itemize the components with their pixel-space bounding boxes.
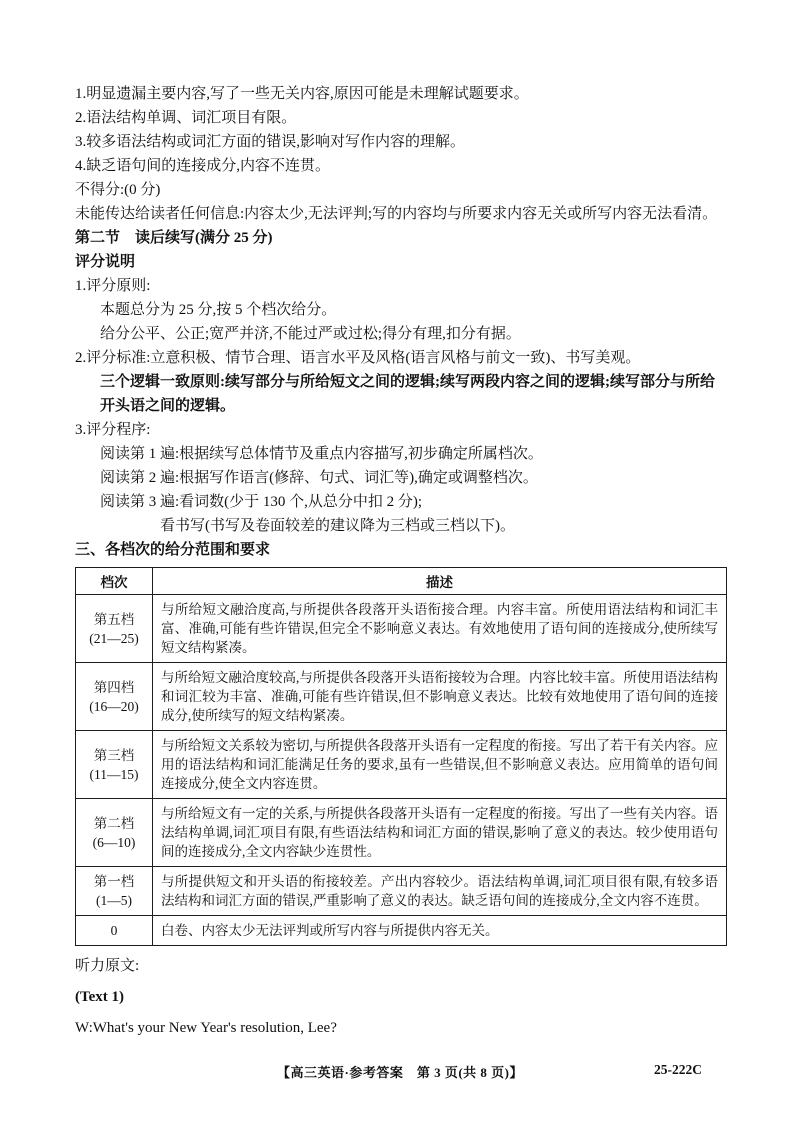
transcript-line: W:What's your New Year's resolution, Lee? — [75, 1020, 337, 1036]
table-row — [76, 916, 727, 946]
scoring-principle-title: 1.评分原则: — [75, 278, 151, 294]
level-name: 第三档 — [93, 747, 135, 763]
logic-consistency-principle: 三个逻辑一致原则:续写部分与所给短文之间的逻辑;续写两段内容之间的逻辑;续写部分与所给开头语之间的逻辑。 — [100, 374, 715, 414]
scoring-procedure-item: 阅读第 2 遍:根据写作语言(修辞、句式、词汇等),确定或调整档次。 — [100, 470, 538, 486]
level-cell — [76, 731, 153, 799]
table-row — [76, 663, 727, 731]
scoring-principle-item: 给分公平、公正;宽严并济,不能过严或过松;得分有理,扣分有据。 — [100, 326, 521, 342]
footer-title-page-number: 【高三英语·参考答案 第 3 页(共 8 页)】 — [277, 1065, 523, 1080]
column-header-description: 描述 — [153, 568, 727, 595]
description-cell: 白卷、内容太少无法评判或所写内容与所提供内容无关。 — [153, 916, 727, 946]
rubric-table-title: 三、各档次的给分范围和要求 — [75, 542, 271, 558]
no-score-label: 不得分:(0 分) — [75, 182, 161, 198]
description-cell: 与所给短文融洽度高,与所提供各段落开头语衔接合理。内容丰富。所使用语法结构和词汇丰富、准确,可能有些许错误,但完全不影响意义表达。有效地使用了语句间的连接成分,使所续写短文结构紧凑。 — [153, 595, 727, 663]
table-row — [76, 595, 727, 663]
scoring-procedure-title: 3.评分程序: — [75, 422, 151, 438]
footer-paper-code: 25-222C — [654, 1062, 702, 1077]
page-content — [75, 82, 727, 1040]
scoring-principle-item: 本题总分为 25 分,按 5 个档次给分。 — [100, 302, 337, 318]
listening-transcript-title: 听力原文: — [75, 958, 140, 974]
table-row — [76, 867, 727, 916]
deduction-list-item: 3.较多语法结构或词汇方面的错误,影响对写作内容的理解。 — [75, 134, 466, 150]
level-range: (6—10) — [92, 834, 136, 850]
scoring-procedure-item: 阅读第 1 遍:根据续写总体情节及重点内容描写,初步确定所属档次。 — [100, 446, 543, 462]
table-header-row — [76, 568, 727, 595]
table-row — [76, 731, 727, 799]
level-name: 第五档 — [93, 611, 135, 627]
level-name: 第四档 — [93, 679, 135, 695]
level-cell — [76, 916, 153, 946]
column-header-level: 档次 — [76, 568, 153, 595]
level-cell — [76, 595, 153, 663]
level-name: 第二档 — [93, 815, 135, 831]
level-cell — [76, 799, 153, 867]
description-cell: 与所给短文有一定的关系,与所提供各段落开头语有一定程度的衔接。写出了一些有关内容。语法结构单调,词汇项目有限,有些语法结构和词汇方面的错误,影响了意义的表达。较少使用语句间的连接成分,全文内容缺少连贯性。 — [153, 799, 727, 867]
description-cell: 与所给短文融洽度较高,与所提供各段落开头语衔接较为合理。内容比较丰富。所使用语法结构和词汇较为丰富、准确,可能有些许错误,但不影响意义表达。比较有效地使用了语句间的连接成分,使所续写的短文结构紧凑。 — [153, 663, 727, 731]
text1-label: (Text 1) — [75, 989, 125, 1005]
deduction-list-item: 2.语法结构单调、词汇项目有限。 — [75, 110, 297, 126]
level-cell — [76, 663, 153, 731]
description-cell: 与所提供短文和开头语的衔接较差。产出内容较少。语法结构单调,词汇项目很有限,有较多语法结构和词汇方面的错误,严重影响了意义的表达。缺乏语句间的连接成分,全文内容不连贯。 — [153, 867, 727, 916]
description-cell: 与所给短文关系较为密切,与所提供各段落开头语有一定程度的衔接。写出了若干有关内容。应用的语法结构和词汇能满足任务的要求,虽有一些错误,但不影响意义表达。应用简单的语句间连接成分,使全文内容连贯。 — [153, 731, 727, 799]
deduction-list-item: 4.缺乏语句间的连接成分,内容不连贯。 — [75, 158, 331, 174]
level-range: (1—5) — [96, 893, 132, 908]
no-score-desc: 未能传达给读者任何信息:内容太少,无法评判;写的内容均与所要求内容无关或所写内容无法看清。 — [75, 206, 718, 222]
rubric-table — [75, 567, 727, 946]
level-cell — [76, 867, 153, 916]
level-range: (11—15) — [89, 766, 139, 782]
level-range: (21—25) — [89, 630, 139, 646]
section2-title: 第二节 读后续写(满分 25 分) — [75, 230, 273, 246]
deduction-list-item: 1.明显遗漏主要内容,写了一些无关内容,原因可能是未理解试题要求。 — [75, 86, 529, 102]
scoring-procedure-item: 阅读第 3 遍:看词数(少于 130 个,从总分中扣 2 分); — [100, 494, 423, 510]
level-range: (16—20) — [89, 698, 139, 714]
table-row — [76, 799, 727, 867]
level-name: 第一档 — [93, 874, 135, 889]
scoring-procedure-subitem: 看书写(书写及卷面较差的建议降为三档或三档以下)。 — [160, 518, 515, 534]
scoring-standard: 2.评分标准:立意积极、情节合理、语言水平及风格(语言风格与前文一致)、书写美观。 — [75, 350, 641, 366]
scoring-notes-title: 评分说明 — [75, 254, 136, 270]
level-name: 0 — [110, 923, 118, 938]
page-footer — [0, 1062, 800, 1084]
